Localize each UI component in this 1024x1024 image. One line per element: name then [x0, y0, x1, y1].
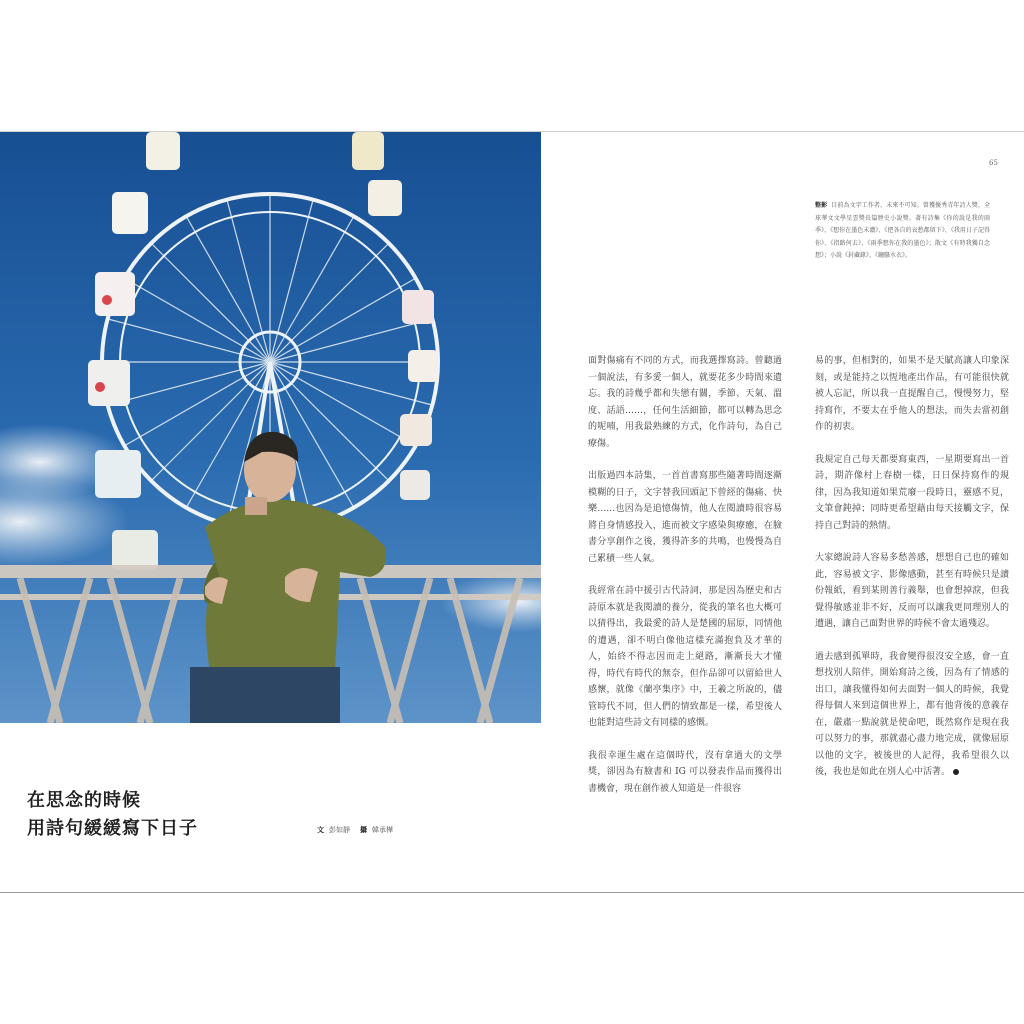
body-column-2: [815, 353, 1009, 797]
writer-name: 彭如靜: [329, 826, 350, 834]
paragraph: 大家總說詩人容易多愁善感，想想自己也的確如此，容易被文字、影像感動，甚至有時候只是讀份報紙，看到某則善行義舉，也會想掉淚，但我覺得敏感並非不好，反而可以讓我更同理別人的遭遇，讓自己面對世界的時候不會太過殘忍。: [815, 553, 1009, 629]
article-title-line2: 用詩句緩緩寫下日子: [27, 818, 198, 839]
writer-label: 文: [317, 826, 324, 834]
page-number: 65: [989, 159, 998, 167]
paragraph: 面對傷痛有不同的方式，而我選擇寫詩。曾聽過一個說法，有多愛一個人，就要花多少時間來遺忘。我的詩幾乎都和失戀有關，季節、天氣、溫度、話語……，任何生活細節，都可以轉為思念的呢喃，用我最熟練的方式，化作詩句，為自己療傷。: [588, 356, 782, 449]
ferris-wheel-photo: [0, 132, 541, 723]
magazine-spread: [0, 131, 1024, 893]
body-column-1: [588, 353, 782, 813]
paragraph-final-text: 過去感到孤單時，我會變得很沒安全感，會一直想找別人陪伴，開始寫詩之後，因為有了情感的出口，讓我懂得如何去面對一個人的時候，我覺得每個人來到這個世界上，都有他背後的意義存在，嚴肅一點說就是使命吧，既然寫作是現在我可以努力的事，那就盡心盡力地完成，就像屈原以他的文字，被後世的人記得，我希望很久以後，我也是如此在別人心中活著。: [815, 651, 1009, 777]
author-name: 整影: [815, 202, 828, 209]
paragraph-final: [815, 649, 1009, 781]
end-mark-icon: [953, 769, 959, 775]
paragraph: 我經常在詩中援引古代詩詞，那是因為歷史和古詩原本就是我閱讀的養分，從我的筆名也大概可以猜得出，我最愛的詩人是楚國的屈原，同情他的遭遇，卻不明白像他這樣充滿抱負及才華的人，始終不得志因而走上絕路，漸漸長大才懂得，時代有時代的無奈，但作品卻可以留給世人感懷，就像《蘭亭集序》中，王羲之所說的，儘管時代不同，但人們的情致都是一樣，希望後人也能對這些詩文有同樣的感慨。: [588, 586, 782, 728]
article-title-line1: 在思念的時候: [27, 790, 141, 811]
paragraph: 出版過四本詩集，一首首書寫那些隨著時間逐漸模糊的日子，文字替我回頭記下曾經的傷痛、快樂……也因為是追憶傷情，他人在閱讀時很容易將自身情感投入，進而被文字感染與療癒，在臉書分享創作之後，獲得許多的共鳴，也慢慢為自己累積一些人氣。: [588, 471, 782, 564]
article-title: [27, 787, 198, 843]
paragraph: 易的事，但相對的，如果不是天賦高讓人印象深刻，或是能持之以恆地產出作品，有可能很快就被人忘記，所以我一直提醒自己，慢慢努力，堅持寫作，不要太在乎他人的想法，而失去當初創作的初衷。: [815, 356, 1009, 432]
photographer-name: 韓承樺: [372, 826, 393, 834]
paragraph: 我規定自己每天都要寫東西，一星期要寫出一首詩，期許像村上春樹一樣，日日保持寫作的規律，因為我知道如果荒廢一段時日，靈感不見，文筆會鈍掉；同時更希望藉由每天接觸文字，保持自己對詩的熱情。: [815, 454, 1009, 531]
paragraph: 我很幸運生處在這個時代，沒有拿過大的文學獎，卻因為有臉書和 IG 可以發表作品而獲得出書機會，現在創作被人知道是一件很容: [588, 750, 782, 794]
byline: [317, 825, 393, 835]
author-bio-text: 目前為文字工作者，未來不可知。曾獲優秀青年詩人獎、全球華文文學星雲獎長篇歷史小說獎。著有詩集《你的說是我的雨季》、《想你在墨色未濃》、《把各自的哀愁都留下》、《我用日子記得你》、《指路何去》、《雨季想你在我的墨色》；散文《有時我獨自念想》；小說《封藏錄》、《纏騷水衣》。: [815, 202, 990, 259]
author-bio: [815, 200, 990, 263]
photographer-label: 攝: [360, 826, 367, 834]
